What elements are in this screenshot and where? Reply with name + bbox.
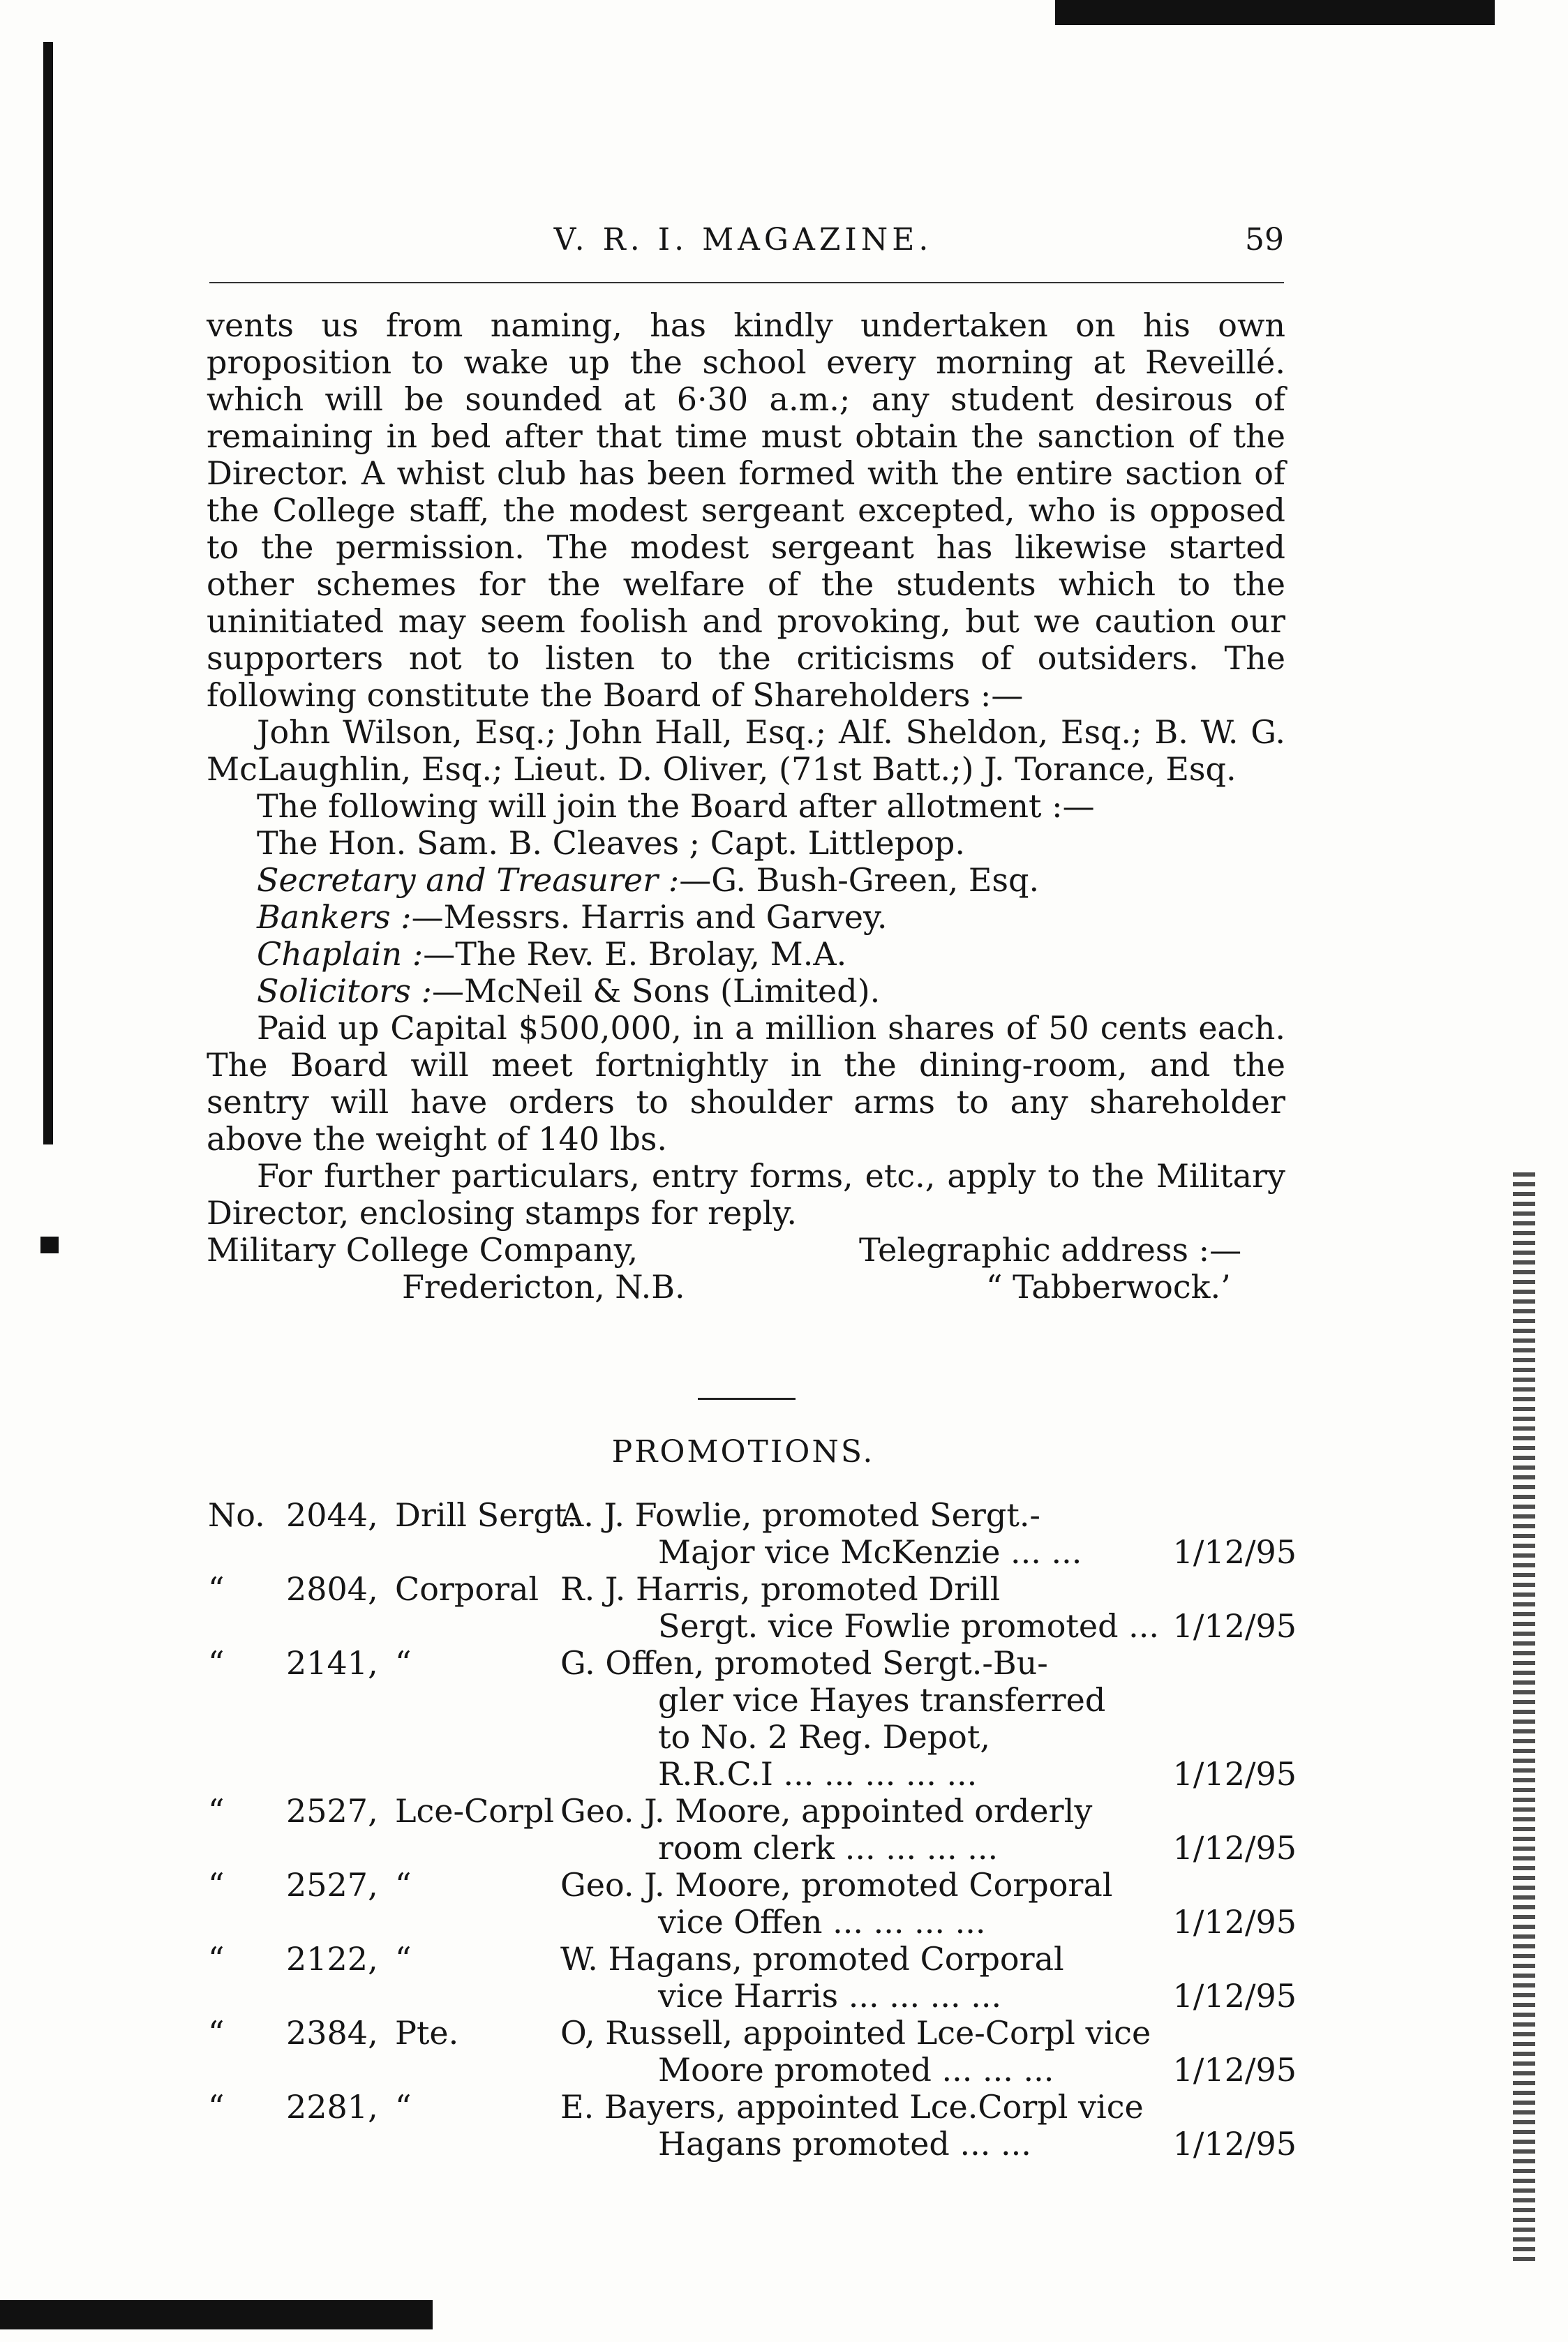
signature-row: [207, 1269, 1285, 1306]
promotion-row: [208, 1904, 1297, 1941]
promotion-row: [208, 1534, 1297, 1571]
promotion-prefix: “: [208, 1644, 225, 1682]
officer-name: —G. Bush-Green, Esq.: [679, 861, 1040, 899]
promotion-text: O, Russell, appointed Lce-Corpl vice: [560, 2014, 1151, 2052]
promotion-text: G. Offen, promoted Sergt.-Bu-: [560, 1644, 1048, 1682]
promotion-date: 1/12/95: [1172, 1903, 1297, 1941]
promotion-prefix: “: [208, 2088, 225, 2126]
promotion-date: 1/12/95: [1172, 2051, 1297, 2089]
promotion-date: 1/12/95: [1172, 1977, 1297, 2015]
promotion-date: 1/12/95: [1172, 1607, 1297, 1645]
promotion-entry: [208, 2015, 1297, 2089]
promotion-row: [208, 2126, 1297, 2163]
promotion-row: [208, 1756, 1297, 1793]
promotion-prefix: No.: [208, 1496, 265, 1534]
promotion-row: [208, 1793, 1297, 1830]
promotion-entry: [208, 1571, 1297, 1645]
promotion-continuation: gler vice Hayes transferred: [658, 1681, 1106, 1719]
promotion-entry: [208, 1793, 1297, 1867]
promotion-entry: [208, 1867, 1297, 1941]
promotion-row: [208, 1941, 1297, 1978]
bottom-edge-bar: [0, 2300, 433, 2329]
promotion-prefix: “: [208, 1792, 225, 1830]
service-number: 2527,: [286, 1866, 378, 1904]
promotion-continuation: room clerk ... ... ... ...: [658, 1829, 999, 1867]
promotion-continuation: Sergt. vice Fowlie promoted ...: [658, 1607, 1160, 1645]
promotion-prefix: “: [208, 1866, 225, 1904]
promotion-text: W. Hagans, promoted Corporal: [560, 1940, 1064, 1978]
promotion-row: [208, 2089, 1297, 2126]
promotion-row: [208, 1830, 1297, 1867]
officer-line: [207, 936, 1285, 973]
rank: Corporal: [395, 1570, 539, 1608]
promotion-continuation: to No. 2 Reg. Depot,: [658, 1718, 990, 1756]
after-allotment-intro: The following will join the Board after allotment :—: [257, 787, 1095, 825]
promotion-prefix: “: [208, 1940, 225, 1978]
promotion-date: 1/12/95: [1172, 1829, 1297, 1867]
rank: Drill Sergt.: [395, 1496, 577, 1534]
article-body: [207, 307, 1285, 1306]
promotion-row: [208, 1978, 1297, 2015]
header-rule: [209, 282, 1284, 283]
telegraph-value: “ Tabberwock.’: [986, 1268, 1231, 1306]
telegraph-label: Telegraphic address :—: [859, 1231, 1242, 1269]
officer-name: —McNeil & Sons (Limited).: [432, 972, 881, 1010]
promotion-row: [208, 1867, 1297, 1904]
rank: “: [395, 1940, 412, 1978]
opening-paragraph: vents us from naming, has kindly undertaken on his own proposition to wake up the school every morning at Reveillé. which will be sounded at 6·30 a.m.; any student desirous of remaining in bed after that time must obtain the sanction of the Director. A whist club has been formed with the entire saction of the College staff, the modest sergeant excepted, who is opposed to the permission. The modest sergeant has likewise started other schemes for the welfare of the students which to the uninitiated may seem foolish and provoking, but we caution our supporters not to listen to the criticisms of outsiders. The following constitute the Board of Shareholders :—: [207, 306, 1285, 714]
promotion-row: [208, 1571, 1297, 1608]
service-number: 2122,: [286, 1940, 378, 1978]
capital-paragraph: Paid up Capital $500,000, in a million shares of 50 cents each. The Board will meet fortnightly in the dining-room, and the sentry will have orders to shoulder arms to any shareholder above the weight of 140 lbs.: [207, 1009, 1285, 1158]
promotion-row: [208, 1497, 1297, 1534]
running-header: [202, 222, 1284, 264]
promotion-continuation: Major vice McKenzie ... ...: [658, 1533, 1082, 1571]
officer-name: —The Rev. E. Brolay, M.A.: [423, 935, 847, 973]
officer-name: —Messrs. Harris and Garvey.: [411, 898, 888, 936]
magazine-title: V. R. I. MAGAZINE.: [553, 222, 933, 258]
promotion-continuation: vice Harris ... ... ... ...: [658, 1977, 1002, 2015]
promotion-text: E. Bayers, appointed Lce.Corpl vice: [560, 2088, 1144, 2126]
officer-line: [207, 899, 1285, 936]
officer-role: Bankers :: [257, 898, 412, 936]
rank: Lce-Corpl: [395, 1792, 555, 1830]
section-divider: [698, 1398, 796, 1400]
promotion-date: 1/12/95: [1172, 1533, 1297, 1571]
promotion-text: Geo. J. Moore, appointed orderly: [560, 1792, 1093, 1830]
promotion-entry: [208, 1645, 1297, 1793]
board-members: John Wilson, Esq.; John Hall, Esq.; Alf. Sheldon, Esq.; B. W. G. McLaughlin, Esq.; Lieut. D. Oliver, (71st Batt.;) J. Torance, Esq.: [207, 713, 1285, 788]
further-paragraph: For further particulars, entry forms, etc., apply to the Military Director, enclosing stamps for reply.: [207, 1157, 1285, 1232]
promotions-title: PROMOTIONS.: [611, 1434, 875, 1470]
service-number: 2384,: [286, 2014, 378, 2052]
promotion-continuation: Hagans promoted ... ...: [658, 2125, 1031, 2163]
promotion-row: [208, 2015, 1297, 2052]
rank: Pte.: [395, 2014, 459, 2052]
rank: “: [395, 2088, 412, 2126]
right-edge-noise: [1513, 1172, 1535, 2261]
promotion-row: [208, 1608, 1297, 1645]
promotion-entry: [208, 1941, 1297, 2015]
promotion-date: 1/12/95: [1172, 2125, 1297, 2163]
after-allotment-names: The Hon. Sam. B. Cleaves ; Capt. Littlepop.: [257, 824, 965, 862]
promotion-date: 1/12/95: [1172, 1755, 1297, 1793]
promotion-continuation: Moore promoted ... ... ...: [658, 2051, 1054, 2089]
promotion-row: [208, 1645, 1297, 1682]
left-edge-mark: [40, 1237, 59, 1253]
left-edge-bar: [43, 42, 53, 1144]
officer-role: Chaplain :: [257, 935, 424, 973]
company-name: Military College Company,: [207, 1231, 639, 1269]
officer-line: [207, 973, 1285, 1010]
rank: “: [395, 1866, 412, 1904]
service-number: 2804,: [286, 1570, 378, 1608]
promotion-row: [208, 1719, 1297, 1756]
promotion-continuation: R.R.C.I ... ... ... ... ...: [658, 1755, 978, 1793]
promotion-row: [208, 1682, 1297, 1719]
officer-role: Solicitors :: [257, 972, 433, 1010]
promotion-prefix: “: [208, 1570, 225, 1608]
promotion-entry: [208, 1497, 1297, 1571]
promotion-text: Geo. J. Moore, promoted Corporal: [560, 1866, 1113, 1904]
signature-row: [207, 1232, 1285, 1269]
promotion-text: A. J. Fowlie, promoted Sergt.-: [560, 1496, 1040, 1534]
promotion-text: R. J. Harris, promoted Drill: [560, 1570, 1001, 1608]
service-number: 2281,: [286, 2088, 378, 2126]
service-number: 2141,: [286, 1644, 378, 1682]
promotion-prefix: “: [208, 2014, 225, 2052]
officer-role: Secretary and Treasurer :: [257, 861, 680, 899]
rank: “: [395, 1644, 412, 1682]
service-number: 2527,: [286, 1792, 378, 1830]
promotion-row: [208, 2052, 1297, 2089]
service-number: 2044,: [286, 1496, 378, 1534]
page-number: 59: [1245, 222, 1284, 258]
promotion-continuation: vice Offen ... ... ... ...: [658, 1903, 986, 1941]
company-location: Fredericton, N.B.: [402, 1268, 685, 1306]
officer-line: [207, 862, 1285, 899]
promotions-list: [208, 1497, 1297, 2163]
top-edge-bar: [1055, 0, 1495, 25]
promotion-entry: [208, 2089, 1297, 2163]
